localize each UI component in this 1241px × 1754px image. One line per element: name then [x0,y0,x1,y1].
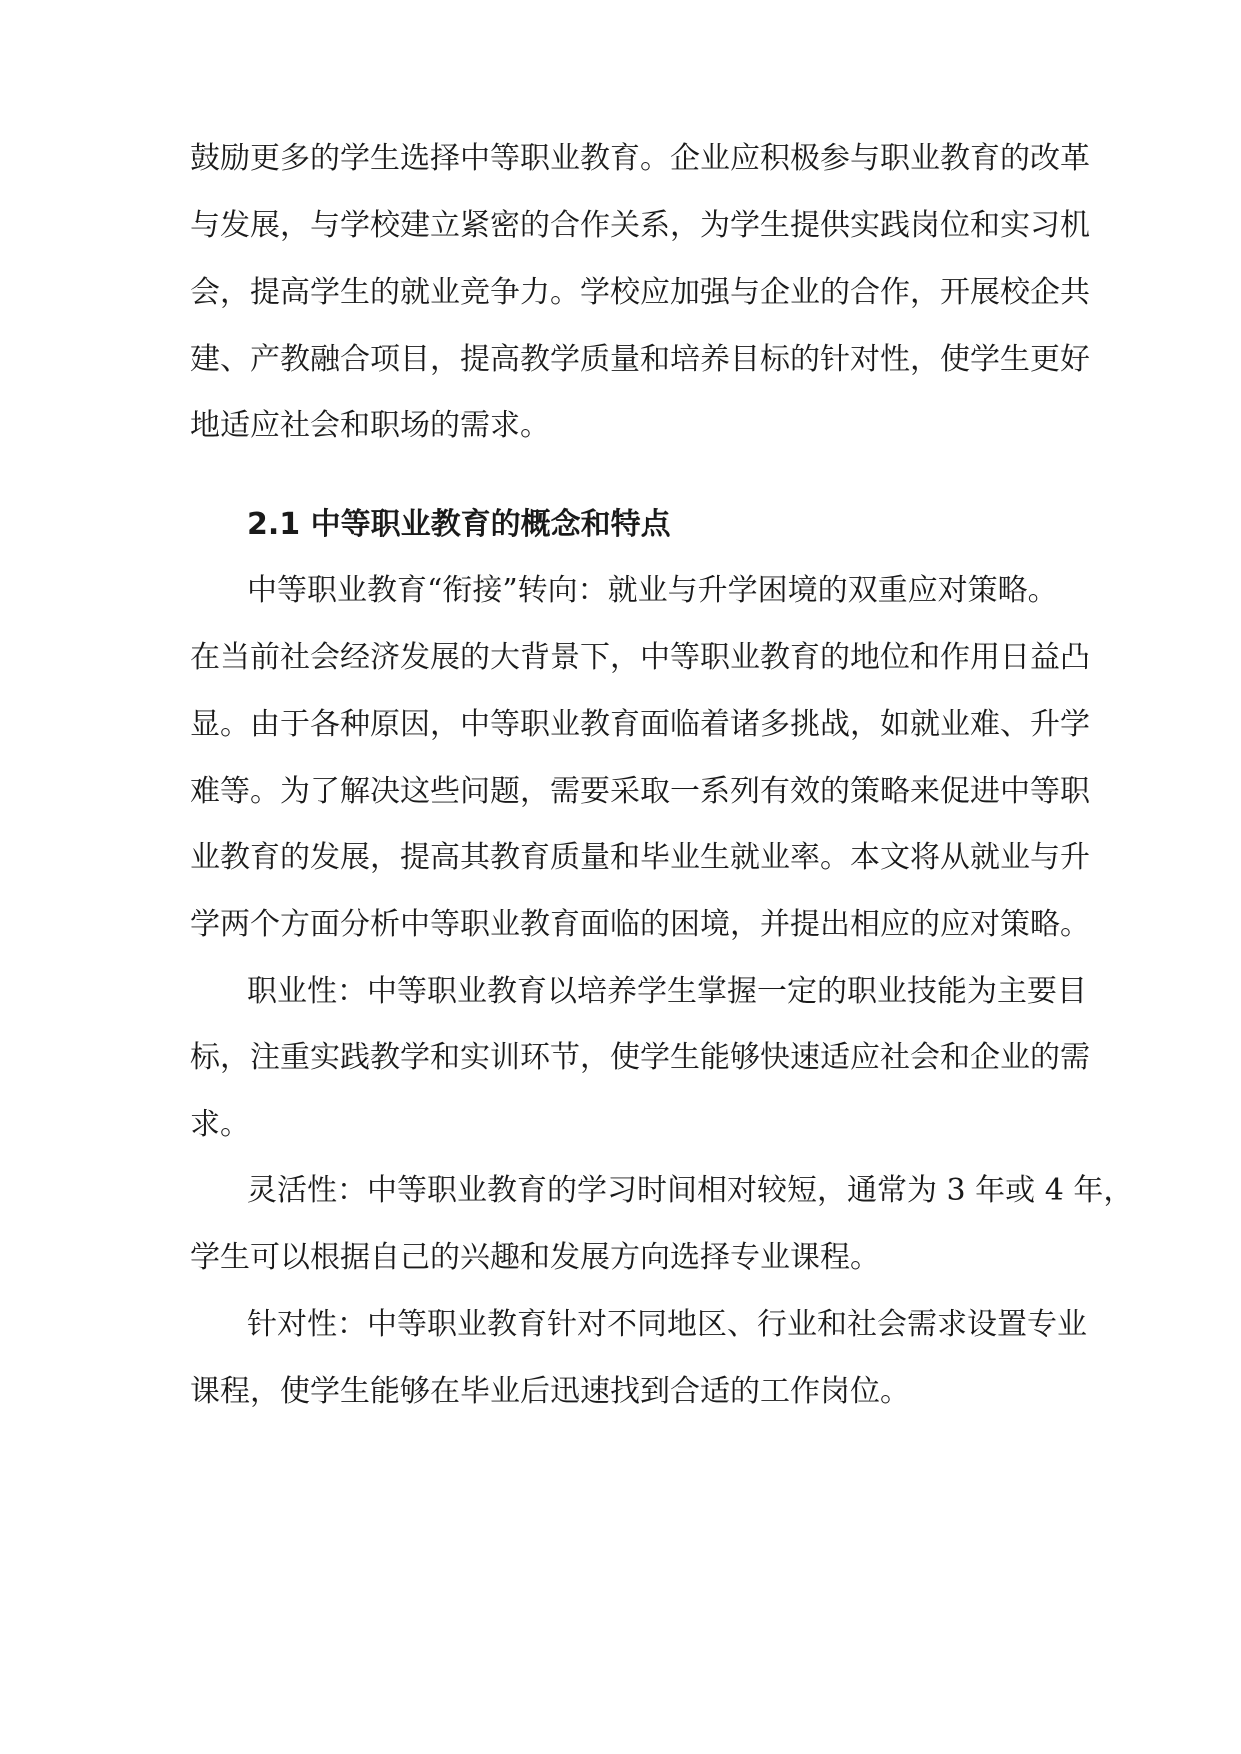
text-line: 求。 [190,1107,250,1142]
text-line: 中等职业教育“衔接”转向：就业与升学困境的双重应对策略。 [247,573,1058,608]
text-line: 显。由于各种原因，中等职业教育面临着诸多挑战，如就业难、升学 [190,707,1090,742]
text-line: 会，提高学生的就业竞争力。学校应加强与企业的合作，开展校企共 [190,275,1090,310]
text-line: 课程，使学生能够在毕业后迅速找到合适的工作岗位。 [190,1374,910,1409]
text-line: 针对性：中等职业教育针对不同地区、行业和社会需求设置专业 [247,1307,1087,1342]
section-heading: 2.1 中等职业教育的概念和特点 [247,507,671,542]
text-line: 鼓励更多的学生选择中等职业教育。企业应积极参与职业教育的改革 [190,141,1090,176]
text-line: 难等。为了解决这些问题，需要采取一系列有效的策略来促进中等职 [190,774,1090,809]
text-line: 标，注重实践教学和实训环节，使学生能够快速适应社会和企业的需 [190,1040,1090,1075]
text-line: 职业性：中等职业教育以培养学生掌握一定的职业技能为主要目 [247,974,1087,1009]
text-line: 学两个方面分析中等职业教育面临的困境，并提出相应的应对策略。 [190,907,1090,942]
text-line: 与发展，与学校建立紧密的合作关系，为学生提供实践岗位和实习机 [190,208,1090,243]
text-line: 在当前社会经济发展的大背景下，中等职业教育的地位和作用日益凸 [190,640,1090,675]
text-line: 灵活性：中等职业教育的学习时间相对较短，通常为 3 年或 4 年， [247,1173,1134,1208]
text-line: 地适应社会和职场的需求。 [190,408,550,443]
text-line: 建、产教融合项目，提高教学质量和培养目标的针对性，使学生更好 [190,342,1090,377]
text-line: 学生可以根据自己的兴趣和发展方向选择专业课程。 [190,1240,880,1275]
text-line: 业教育的发展，提高其教育质量和毕业生就业率。本文将从就业与升 [190,840,1090,875]
